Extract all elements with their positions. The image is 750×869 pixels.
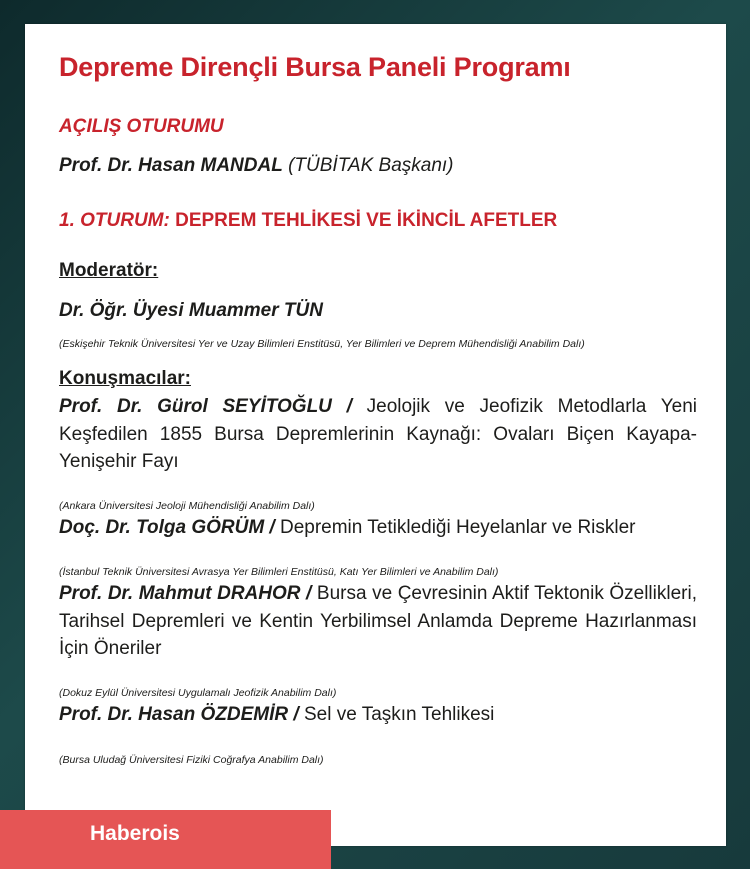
program-sheet <box>25 24 726 846</box>
watermark-bar <box>0 810 331 869</box>
speaker-affiliation: (Ankara Üniversitesi Jeoloji Mühendisliği Anabilim Dalı) <box>59 500 315 512</box>
speaker-talk-title: Sel ve Taşkın Tehlikesi <box>303 704 495 725</box>
watermark-logo: Haberois <box>90 822 180 845</box>
speakers-heading: Konuşmacılar: <box>59 368 191 389</box>
speaker-affiliation: (Bursa Uludağ Üniversitesi Fiziki Coğrafya Anabilim Dalı) <box>59 754 324 766</box>
speaker-name: Doç. Dr. Tolga GÖRÜM <box>59 517 265 538</box>
session-heading <box>59 210 557 232</box>
speaker-affiliation: (İstanbul Teknik Üniversitesi Avrasya Yer Bilimleri Enstitüsü, Katı Yer Bilimleri ve Anabilim Dalı) <box>59 566 499 578</box>
speaker-name: Prof. Dr. Gürol SEYİTOĞLU <box>59 396 332 417</box>
opening-speaker-role: (TÜBİTAK Başkanı) <box>288 155 454 176</box>
opening-speaker <box>59 155 454 177</box>
speaker-entry <box>59 580 697 663</box>
speaker-talk-title: Bursa ve Çevresinin Aktif Tektonik Özellikleri, Tarihsel Depremleri ve Kentin Yerbilimsel Anlamda Depreme Hazırlanması İçin Öneriler <box>59 583 697 659</box>
speaker-name: Prof. Dr. Mahmut DRAHOR <box>59 583 301 604</box>
session-label: 1. OTURUM: <box>59 210 170 231</box>
moderator-name: Dr. Öğr. Üyesi Muammer TÜN <box>59 300 323 321</box>
speaker-separator: / <box>264 517 280 538</box>
moderator-affiliation: (Eskişehir Teknik Üniversitesi Yer ve Uzay Bilimleri Enstitüsü, Yer Bilimleri ve Deprem Mühendisliği Anabilim Dalı) <box>59 338 585 350</box>
speaker-name: Prof. Dr. Hasan ÖZDEMİR <box>59 704 289 725</box>
moderator-heading: Moderatör: <box>59 260 159 281</box>
speaker-separator: / <box>288 704 304 725</box>
speaker-talk-title: Jeolojik ve Jeofizik Metodlarla Yeni Keşfedilen 1855 Bursa Depremlerinin Kaynağı: Ovaları Biçen Kayapa-Yenişehir Fayı <box>59 396 697 472</box>
speaker-affiliation: (Dokuz Eylül Üniversitesi Uygulamalı Jeofizik Anabilim Dalı) <box>59 687 337 699</box>
speaker-separator: / <box>300 583 317 604</box>
opening-speaker-name: Prof. Dr. Hasan MANDAL <box>59 155 283 176</box>
speaker-entry <box>59 701 697 729</box>
speaker-separator: / <box>331 396 367 417</box>
opening-heading: AÇILIŞ OTURUMU <box>59 116 224 137</box>
page-title: Depreme Dirençli Bursa Paneli Programı <box>59 52 571 82</box>
speaker-talk-title: Depremin Tetiklediği Heyelanlar ve Riskler <box>279 517 636 538</box>
speaker-entry <box>59 514 697 542</box>
speaker-entry <box>59 393 697 476</box>
session-topic: DEPREM TEHLİKESİ VE İKİNCİL AFETLER <box>175 210 558 231</box>
